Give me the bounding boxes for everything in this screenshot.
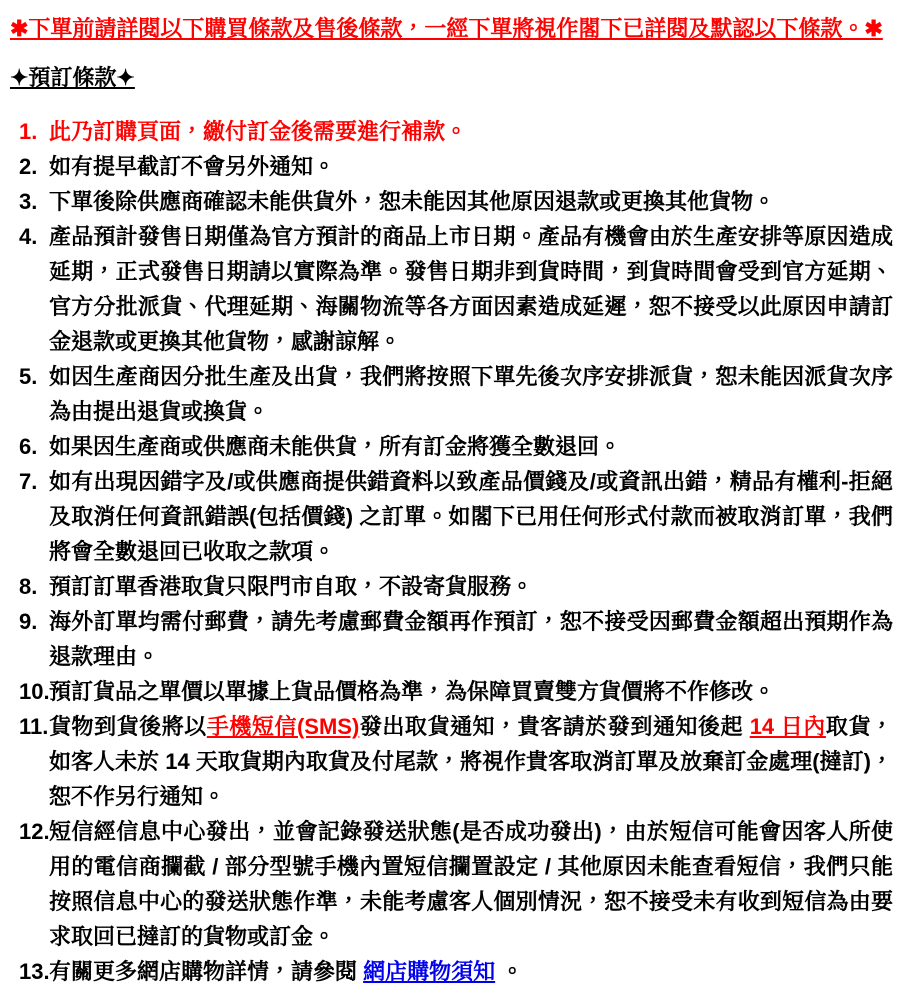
term-text <box>49 679 775 704</box>
term-text <box>49 574 533 599</box>
text-segment: 有關更多網店購物詳情，請參閱 <box>49 959 364 984</box>
term-number: 5. <box>19 364 38 389</box>
term-number: 3. <box>19 189 38 214</box>
pre-order-warning-banner: ✱下單前請詳閱以下購買條款及售後條款，一經下單將視作閣下已詳閱及默認以下條款。✱ <box>10 16 883 41</box>
term-number: 13. <box>19 959 50 984</box>
text-segment: 貨物到貨後將以 <box>49 714 207 739</box>
text-segment: 取貨，如客人未於 14 天取貨期內取貨及付尾款，將視作貴客取消訂單及放棄訂金處理(撻訂)，恕不作另行通知。 <box>49 714 893 809</box>
term-text <box>49 119 467 144</box>
store-shopping-notice-link[interactable]: 網店購物須知 <box>363 959 496 984</box>
text-segment: 手機短信(SMS) <box>206 714 360 739</box>
term-number: 10. <box>19 679 50 704</box>
text-segment: 下單後除供應商確認未能供貨外，恕未能因其他原因退款或更換其他貨物。 <box>49 189 776 214</box>
term-number: 7. <box>19 469 38 494</box>
term-item-6 <box>10 429 893 464</box>
text-segment: 預訂訂單香港取貨只限門市自取，不設寄貨服務。 <box>49 574 534 599</box>
term-number: 11. <box>19 714 49 739</box>
term-item-5 <box>10 359 893 429</box>
text-segment: 。 <box>495 959 524 984</box>
term-item-10 <box>10 674 893 709</box>
term-number: 6. <box>19 434 38 459</box>
text-segment: 發出取貨通知，貴客請於發到通知後起 <box>359 714 750 739</box>
text-segment: 短信經信息中心發出，並會記錄發送狀態(是否成功發出)，由於短信可能會因客人所使用的電信商攔截 / 部分型號手機內置短信攔置設定 / 其他原因未能查看短信，我們只能按照信息中心的發送狀態作準，未能考慮客人個別情況，恕不接受未有收到短信為由要求取回已撻訂的貨物或訂金。 <box>49 819 893 949</box>
term-number: 4. <box>19 224 38 249</box>
term-number: 12. <box>19 819 50 844</box>
term-item-8 <box>10 569 893 604</box>
term-item-2 <box>10 149 893 184</box>
term-text <box>49 959 523 984</box>
term-text <box>49 819 893 949</box>
term-item-9 <box>10 604 893 674</box>
term-item-12 <box>10 814 893 954</box>
term-number: 1. <box>19 119 38 144</box>
text-segment: 如果因生產商或供應商未能供貨，所有訂金將獲全數退回。 <box>49 434 622 459</box>
text-segment: 如有出現因錯字及/或供應商提供錯資料以致產品價錢及/或資訊出錯，精品有權利-拒絕及取消任何資訊錯誤(包括價錢) 之訂單。如閣下已用任何形式付款而被取消訂單，我們將會全數退回已收取之款項。 <box>49 469 893 564</box>
text-segment: 海外訂單均需付郵費，請先考慮郵費金額再作預訂，恕不接受因郵費金額超出預期作為退款理由。 <box>49 609 893 669</box>
text-segment: 產品預計發售日期僅為官方預計的商品上市日期。產品有機會由於生產安排等原因造成延期，正式發售日期請以實際為準。發售日期非到貨時間，到貨時間會受到官方延期、官方分批派貨、代理延期、海關物流等各方面因素造成延遲，恕不接受以此原因申請訂金退款或更換其他貨物，感謝諒解。 <box>49 224 893 354</box>
text-segment: 此乃訂購頁面，繳付訂金後需要進行補款。 <box>49 119 468 144</box>
text-segment: 預訂貨品之單價以單據上貨品價格為準，為保障買賣雙方貨價將不作修改。 <box>49 679 776 704</box>
term-text <box>49 714 893 809</box>
section-title-preorder-terms: ✦預訂條款✦ <box>10 65 135 90</box>
term-text <box>49 224 893 354</box>
term-text <box>49 469 893 564</box>
term-number: 2. <box>19 154 38 179</box>
term-item-4 <box>10 219 893 359</box>
terms-list <box>10 114 893 989</box>
term-number: 9. <box>19 609 38 634</box>
term-number: 8. <box>19 574 38 599</box>
term-text <box>49 434 621 459</box>
term-item-7 <box>10 464 893 569</box>
term-item-13 <box>10 954 893 989</box>
term-text <box>49 154 335 179</box>
term-text <box>49 189 775 214</box>
term-text <box>49 609 893 669</box>
text-segment: 如有提早截訂不會另外通知。 <box>49 154 336 179</box>
text-segment: 如因生產商因分批生產及出貨，我們將按照下單先後次序安排派貨，恕未能因派貨次序為由提出退貨或換貨。 <box>49 364 893 424</box>
term-item-11 <box>10 709 893 814</box>
term-text <box>49 364 893 424</box>
text-segment: 14 日內 <box>749 714 826 739</box>
term-item-1 <box>10 114 893 149</box>
term-item-3 <box>10 184 893 219</box>
